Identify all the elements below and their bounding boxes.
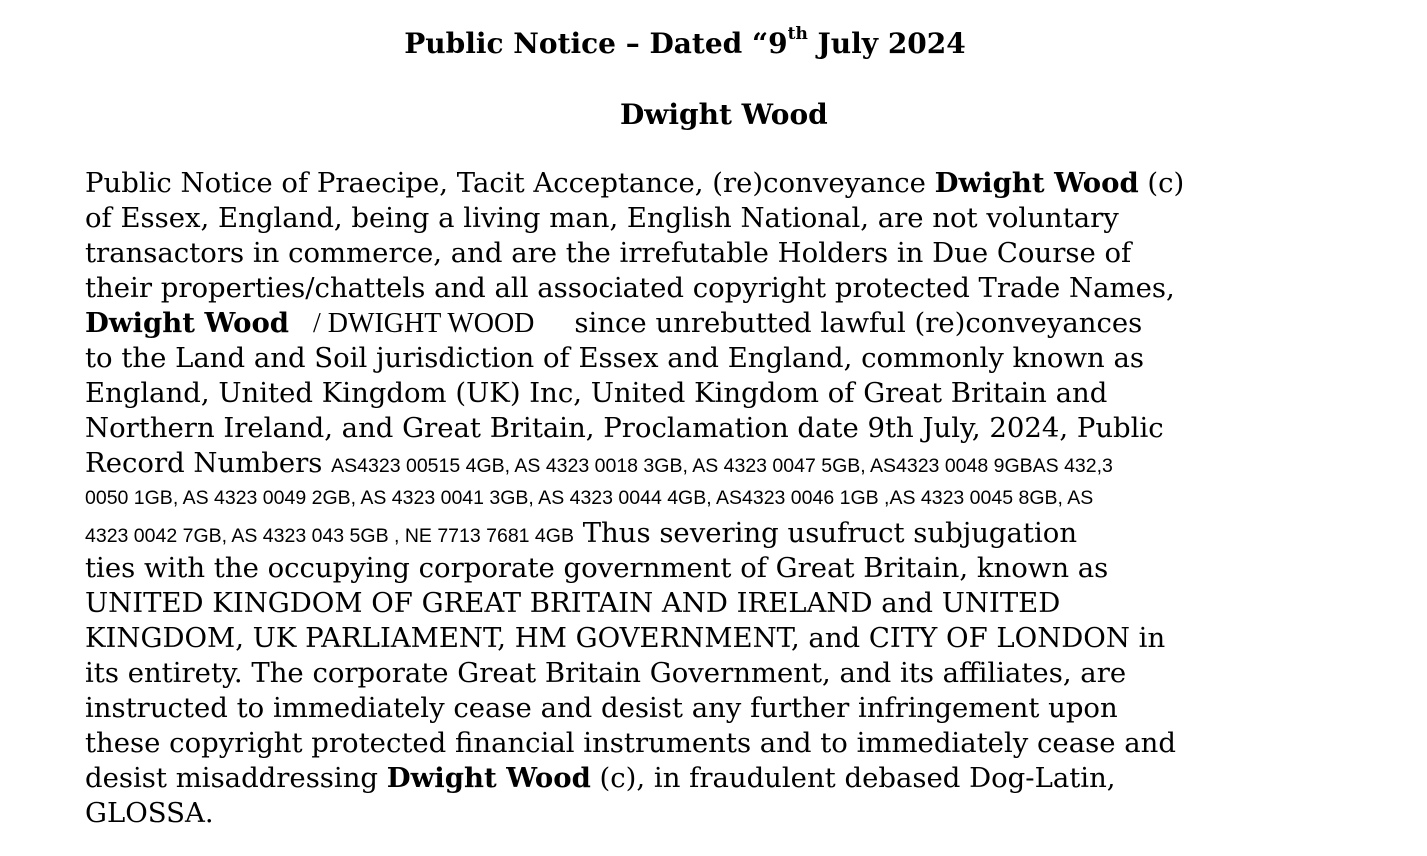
name-bold: Dwight Wood [386, 762, 591, 794]
trade-name-uppercase: / DWIGHT WOOD [313, 308, 535, 339]
notice-title-superscript: th [787, 23, 808, 44]
body-line: KINGDOM, UK PARLIAMENT, HM GOVERNMENT, and CITY OF LONDON in [85, 622, 1166, 654]
body-line: ties with the occupying corporate government of Great Britain, known as [85, 552, 1109, 584]
body-line: of Essex, England, being a living man, English National, are not voluntary [85, 202, 1119, 234]
body-text-segment: Public Notice of Praecipe, Tacit Acceptance, (re)conveyance [85, 167, 935, 199]
body-line: GLOSSA. [85, 797, 214, 829]
name-bold: Dwight Wood [934, 167, 1139, 199]
body-line: these copyright protected financial instruments and to immediately cease and [85, 727, 1176, 759]
body-text-segment: (c), in fraudulent debased Dog-Latin, [590, 762, 1116, 794]
body-line: their properties/chattels and all associated copyright protected Trade Names, [85, 272, 1175, 304]
body-line [85, 761, 1285, 796]
body-line: UNITED KINGDOM OF GREAT BRITAIN AND IRELAND and UNITED [85, 587, 1061, 619]
body-text-segment: Record Numbers [85, 447, 332, 479]
notice-title [0, 24, 1370, 64]
name-heading: Dwight Wood [620, 98, 828, 131]
body-text-segment: Thus severing usufruct subjugation [573, 517, 1078, 549]
body-text-segment: since unrebutted lawful (re)conveyances [574, 307, 1143, 339]
notice-title-prefix: Public Notice – Dated “9 [404, 27, 788, 60]
body-line [85, 166, 1285, 201]
record-numbers-line: 0050 1GB, AS 4323 0049 2GB, AS 4323 0041 3GB, AS 4323 0044 4GB, AS4323 0046 1GB ,AS 4323 0045 8GB, AS [85, 487, 1094, 509]
body-line: England, United Kingdom (UK) Inc, United Kingdom of Great Britain and [85, 377, 1108, 409]
body-line [85, 306, 1285, 341]
body-line: instructed to immediately cease and desist any further infringement upon [85, 692, 1118, 724]
notice-body [85, 166, 1285, 831]
body-line: transactors in commerce, and are the irrefutable Holders in Due Course of [85, 237, 1132, 269]
body-line: Northern Ireland, and Great Britain, Proclamation date 9th July, 2024, Public [85, 412, 1164, 444]
body-line: to the Land and Soil jurisdiction of Essex and England, commonly known as [85, 342, 1144, 374]
record-numbers: 4323 0042 7GB, AS 4323 043 5GB , NE 7713 7681 4GB [85, 525, 574, 547]
body-text-segment: desist misaddressing [85, 762, 387, 794]
body-line [85, 516, 1285, 551]
body-line [85, 446, 1285, 481]
body-line: its entirety. The corporate Great Britain Government, and its affiliates, are [85, 657, 1127, 689]
notice-title-suffix: July 2024 [807, 27, 966, 60]
name-bold: Dwight Wood [85, 307, 290, 339]
record-numbers: AS4323 00515 4GB, AS 4323 0018 3GB, AS 4323 0047 5GB, AS4323 0048 9GBAS 432,3 [331, 455, 1113, 477]
body-text-segment: (c) [1138, 167, 1185, 199]
